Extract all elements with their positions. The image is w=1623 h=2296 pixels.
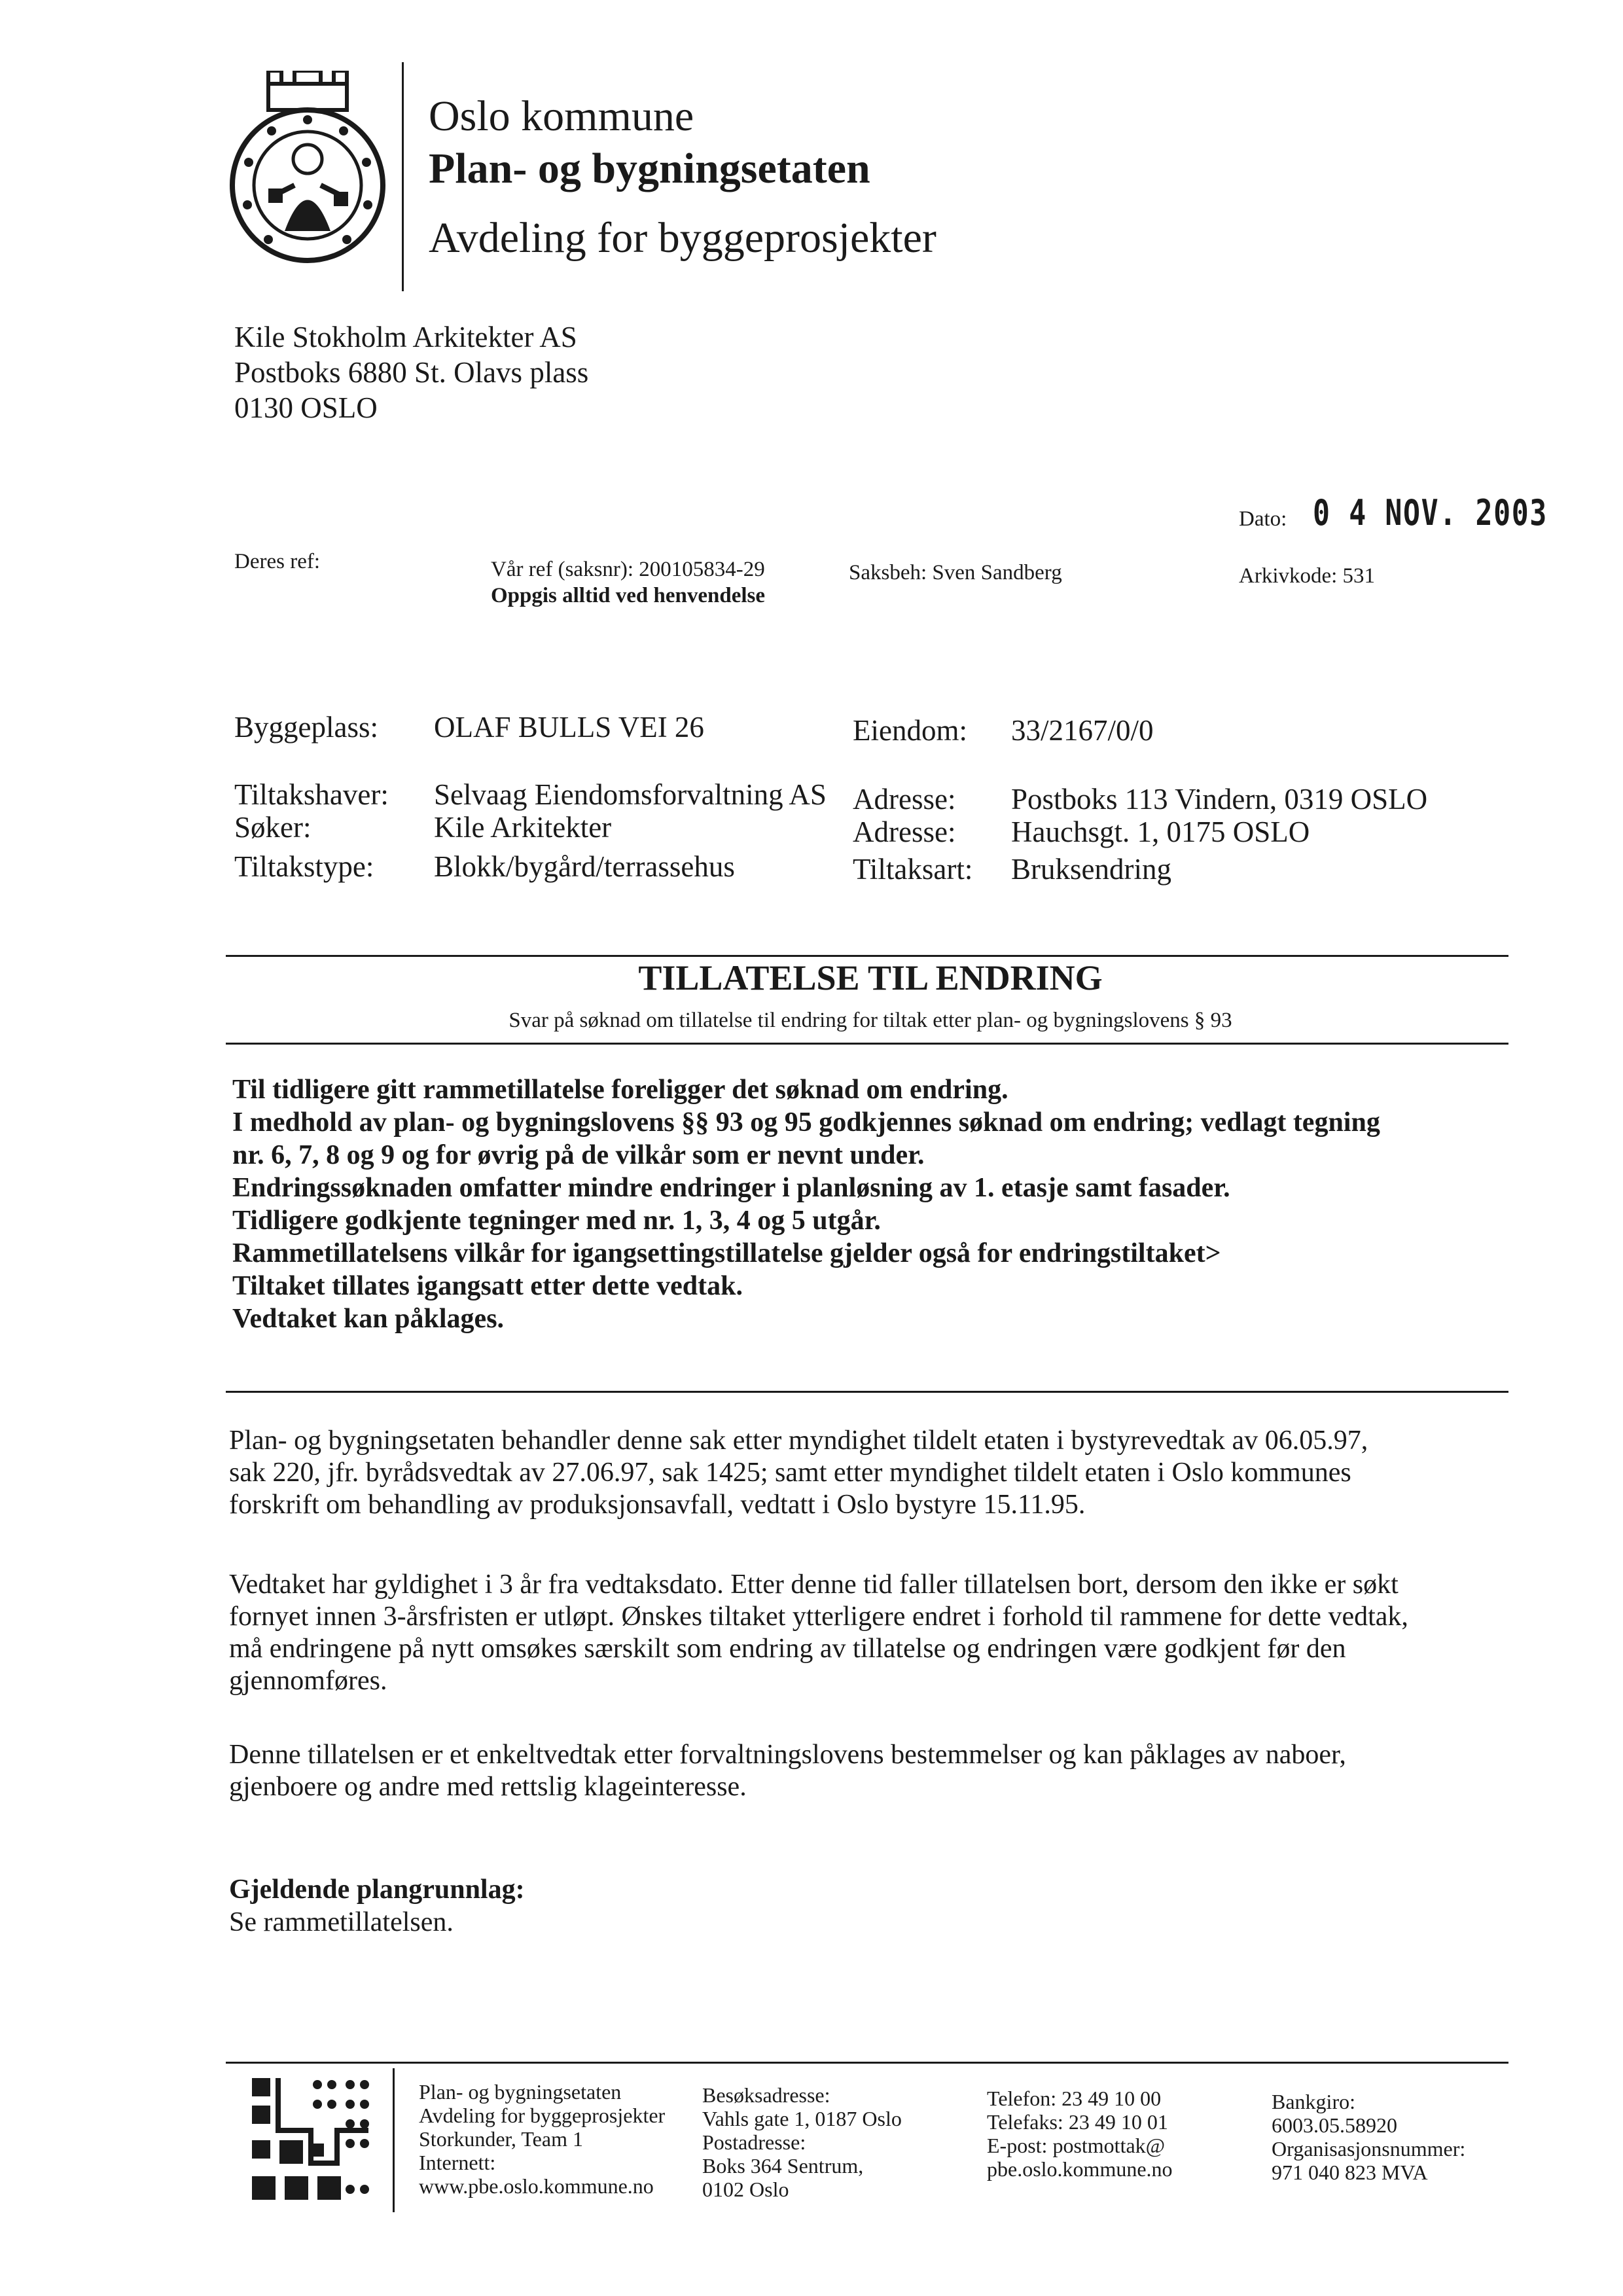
adresse-label: Adresse:: [853, 783, 956, 816]
tiltakstype-value: Blokk/bygård/terrassehus: [434, 850, 735, 883]
decision-rule: [226, 1391, 1508, 1393]
footer-line: Avdeling for byggeprosjekter: [419, 2104, 666, 2127]
date-stamp: 0 4 NOV. 2003: [1313, 492, 1548, 533]
footer-line: Boks 364 Sentrum,: [702, 2154, 864, 2178]
paragraph-line: må endringene på nytt omsøkes særskilt som endring av tillatelse og endringen være godkjent før den: [229, 1634, 1346, 1664]
appeal-paragraph: [229, 1739, 1512, 1803]
footer-column-contact: [987, 2087, 1173, 2181]
header-divider: [402, 62, 404, 291]
decision-text: [232, 1073, 1541, 1335]
recipient-line: Kile Stokholm Arkitekter AS: [234, 321, 577, 353]
plan-basis-heading: Gjeldende plangrunnlag:: [229, 1874, 525, 1905]
paragraph-line: Vedtaket har gyldighet i 3 år fra vedtaksdato. Etter denne tid faller tillatelsen bort, dersom den ikke er søkt: [229, 1570, 1399, 1600]
footer-line: Telefon: 23 49 10 00: [987, 2087, 1162, 2110]
eiendom-value: 33/2167/0/0: [1011, 714, 1154, 747]
decision-line: Tiltaket tillates igangsatt etter dette vedtak.: [232, 1271, 743, 1301]
footer-line: Postadresse:: [702, 2130, 806, 2154]
paragraph-line: Denne tillatelsen er et enkeltvedtak etter forvaltningslovens bestemmelser og kan påklages av naboer,: [229, 1740, 1346, 1770]
decision-line: Til tidligere gitt rammetillatelse foreligger det søknad om endring.: [232, 1075, 1008, 1105]
footer-website-link[interactable]: www.pbe.oslo.kommune.no: [419, 2174, 654, 2198]
footer-line: Plan- og bygningsetaten: [419, 2080, 622, 2104]
footer-line: Internett:: [419, 2151, 496, 2174]
title-rule-top: [226, 955, 1508, 957]
byggeplass-label: Byggeplass:: [234, 711, 378, 744]
soker-value: Kile Arkitekter: [434, 811, 612, 844]
decision-line: Vedtaket kan påklages.: [232, 1304, 505, 1334]
document-subtitle: Svar på søknad om tillatelse til endring for tiltak etter plan- og bygningslovens § 93: [508, 1009, 1232, 1032]
footer-line: Storkunder, Team 1: [419, 2127, 583, 2151]
authority-paragraph: [229, 1425, 1512, 1521]
footer-email-link[interactable]: E-post: postmottak@: [987, 2134, 1166, 2157]
footer-line: Vahls gate 1, 0187 Oslo: [702, 2107, 902, 2130]
title-rule-bottom: [226, 1043, 1508, 1045]
paragraph-line: forskrift om behandling av produksjonsavfall, vedtatt i Oslo bystyre 15.11.95.: [229, 1490, 1086, 1520]
footer-column-address: [702, 2083, 902, 2201]
tiltaksart-value: Bruksendring: [1011, 853, 1171, 886]
recipient-line: Postboks 6880 St. Olavs plass: [234, 356, 589, 389]
pbe-logo: [252, 2078, 370, 2202]
paragraph-line: gjennomføres.: [229, 1666, 387, 1696]
paragraph-line: fornyet innen 3-årsfristen er utløpt. Ønskes tiltaket ytterligere endret i forhold til rammene for dette vedtak,: [229, 1602, 1408, 1632]
adresse-value: Hauchsgt. 1, 0175 OSLO: [1011, 816, 1310, 848]
archive-code: Arkivkode: 531: [1239, 564, 1376, 588]
validity-paragraph: [229, 1569, 1512, 1697]
oslo-seal-logo: [229, 71, 386, 274]
date-label: Dato:: [1239, 507, 1287, 531]
footer-column-bank: [1272, 2090, 1465, 2184]
footer-column-org: [419, 2080, 665, 2198]
document-title: TILLATELSE TIL ENDRING: [638, 958, 1103, 997]
footer-line: 971 040 823 MVA: [1272, 2161, 1428, 2184]
decision-line: Tidligere godkjente tegninger med nr. 1, 3, 4 og 5 utgår.: [232, 1206, 881, 1236]
recipient-address: [234, 319, 588, 425]
case-handler: Saksbeh: Sven Sandberg: [849, 561, 1062, 584]
department-name: Avdeling for byggeprosjekter: [429, 214, 936, 262]
tiltakshaver-value: Selvaag Eiendomsforvaltning AS: [434, 778, 827, 811]
soker-label: Søker:: [234, 811, 312, 844]
byggeplass-value: OLAF BULLS VEI 26: [434, 711, 704, 744]
footer-line: Bankgiro:: [1272, 2090, 1355, 2113]
footer-rule: [226, 2062, 1508, 2064]
recipient-line: 0130 OSLO: [234, 391, 378, 424]
tiltakshaver-label: Tiltakshaver:: [234, 778, 389, 811]
adresse-label: Adresse:: [853, 816, 956, 848]
tiltakstype-label: Tiltakstype:: [234, 850, 374, 883]
org-name: Oslo kommune: [429, 92, 694, 140]
reference-note: Oppgis alltid ved henvendelse: [491, 584, 765, 607]
footer-email-link[interactable]: pbe.oslo.kommune.no: [987, 2157, 1173, 2181]
deres-ref-label: Deres ref:: [234, 550, 321, 573]
decision-line: nr. 6, 7, 8 og 9 og for øvrig på de vilkår som er nevnt under.: [232, 1140, 925, 1170]
footer-line: Besøksadresse:: [702, 2083, 830, 2107]
decision-line: Rammetillatelsens vilkår for igangsettingstillatelse gjelder også for endringstiltaket>: [232, 1238, 1221, 1268]
decision-line: Endringssøknaden omfatter mindre endringer i planløsning av 1. etasje samt fasader.: [232, 1173, 1230, 1203]
agency-name: Plan- og bygningsetaten: [429, 145, 870, 192]
paragraph-line: sak 220, jfr. byrådsvedtak av 27.06.97, sak 1425; samt etter myndighet tildelt etaten i Oslo kommunes: [229, 1458, 1351, 1488]
footer-line: 0102 Oslo: [702, 2178, 789, 2201]
footer-line: Telefaks: 23 49 10 01: [987, 2110, 1168, 2134]
decision-line: I medhold av plan- og bygningslovens §§ 93 og 95 godkjennes søknad om endring; vedlagt tegning: [232, 1107, 1380, 1138]
footer-line: Organisasjonsnummer:: [1272, 2137, 1466, 2161]
our-reference: Vår ref (saksnr): 200105834-29: [491, 558, 765, 581]
plan-basis-text: Se rammetillatelsen.: [229, 1907, 454, 1937]
eiendom-label: Eiendom:: [853, 714, 967, 747]
adresse-value: Postboks 113 Vindern, 0319 OSLO: [1011, 783, 1428, 816]
tiltaksart-label: Tiltaksart:: [853, 853, 973, 886]
paragraph-line: gjenboere og andre med rettslig klageinteresse.: [229, 1772, 747, 1802]
footer-divider: [393, 2068, 395, 2212]
paragraph-line: Plan- og bygningsetaten behandler denne sak etter myndighet tildelt etaten i bystyrevedtak av 06.05.97,: [229, 1426, 1368, 1456]
footer-line: 6003.05.58920: [1272, 2113, 1397, 2137]
